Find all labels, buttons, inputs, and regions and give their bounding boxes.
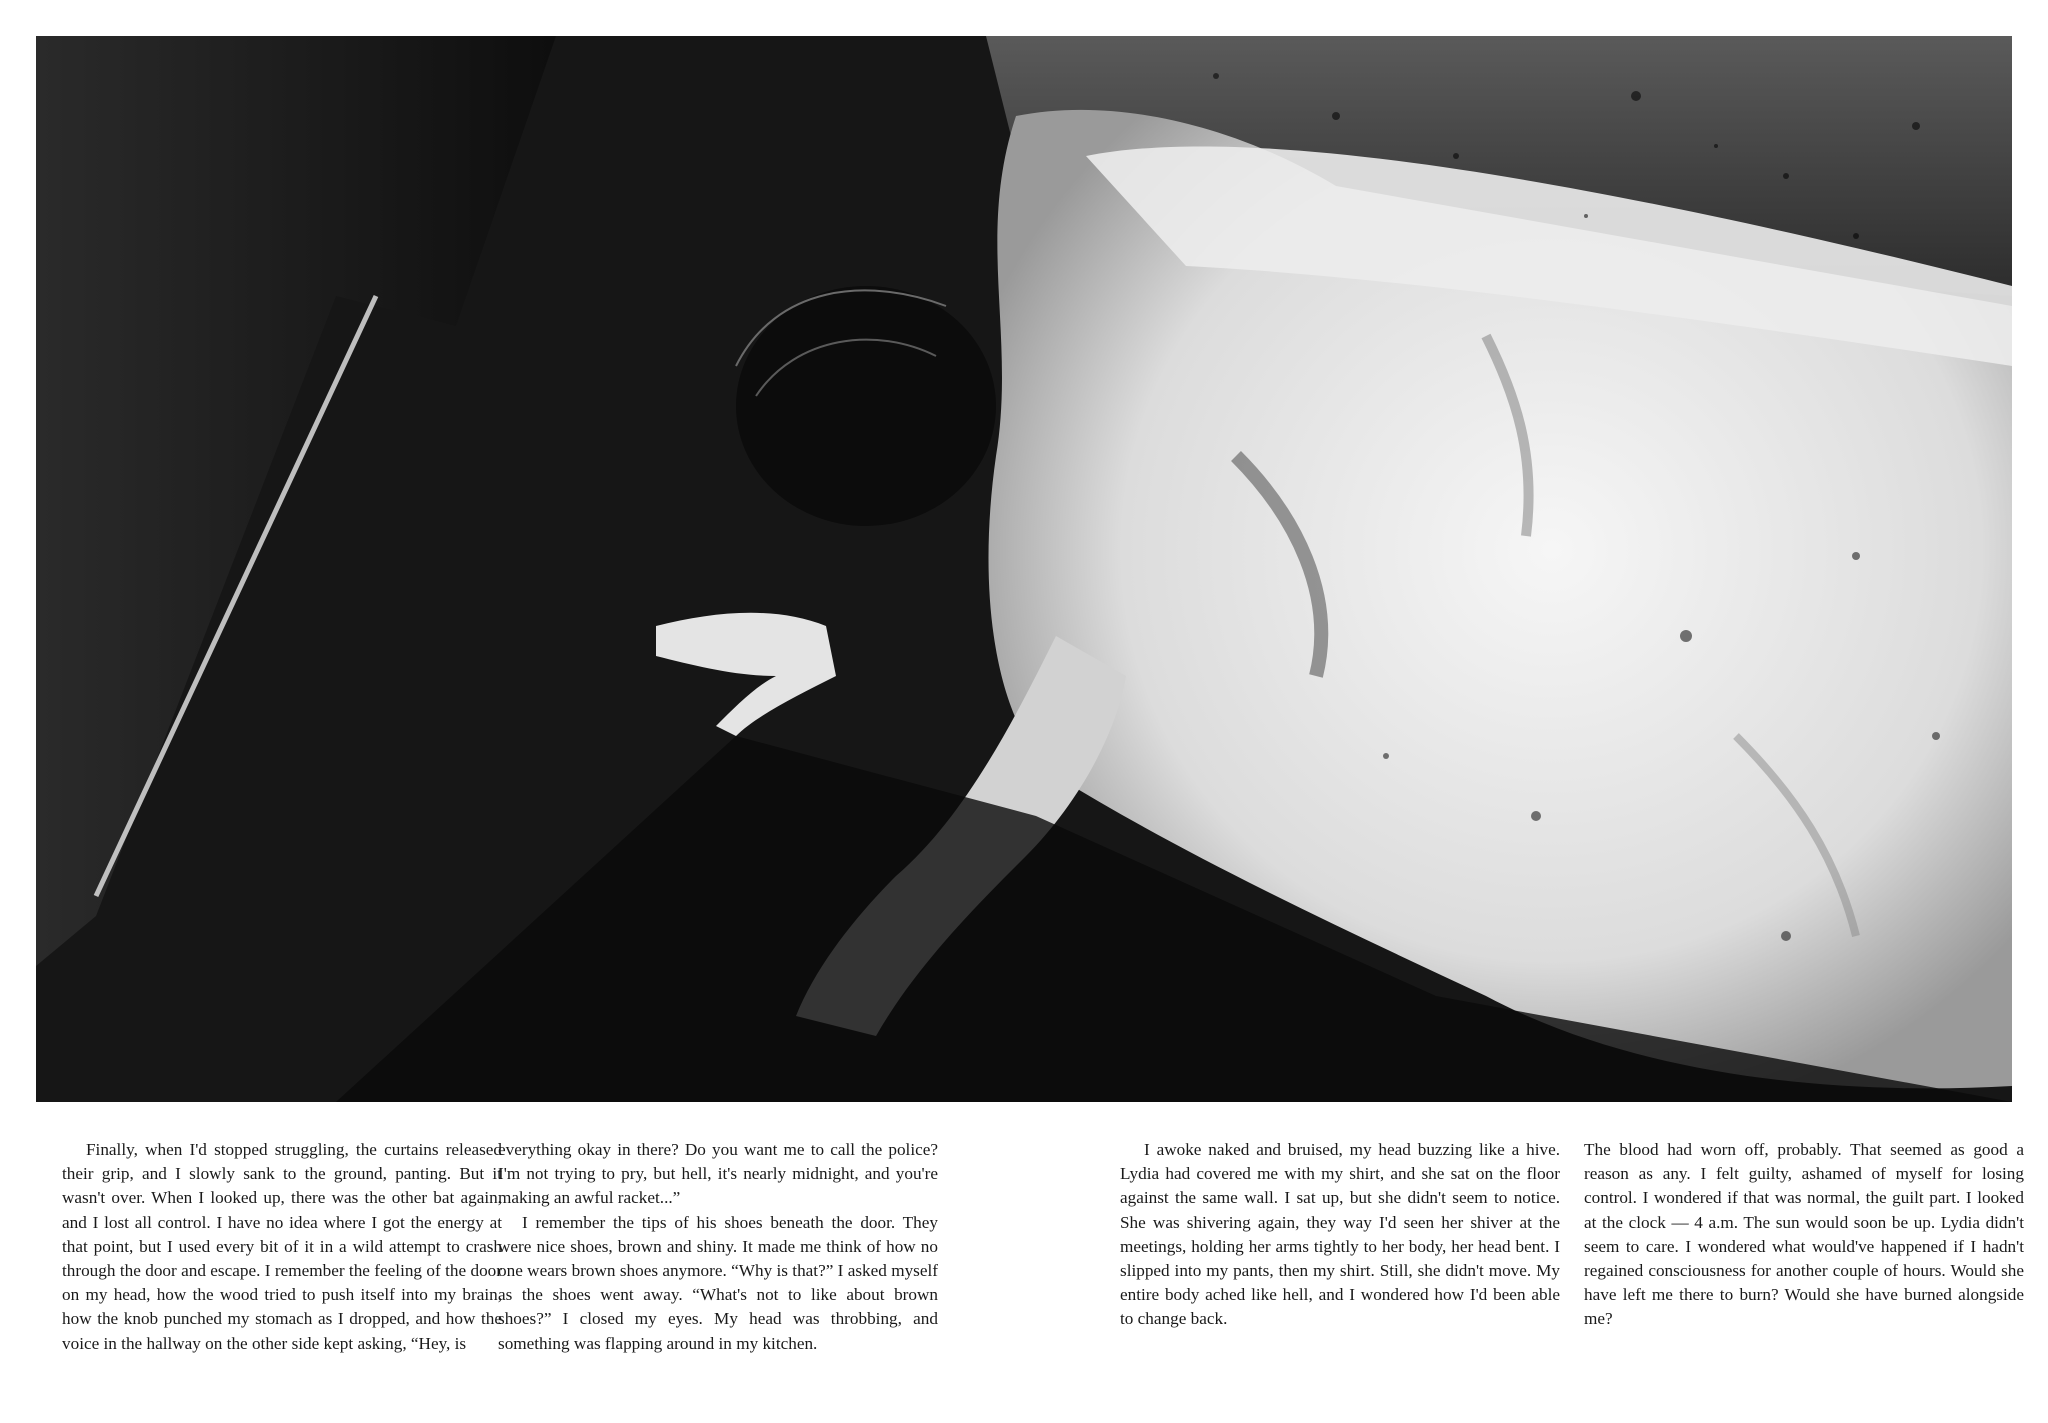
- text-column-2: [498, 1138, 938, 1356]
- paragraph: The blood had worn off, probably. That seemed as good a reason as any. I felt guilty, ashamed of myself for losing control. I wondered if that was normal, the guilt part. I looked at the clock — 4 a.m. The sun would soon be up. Lydia didn't seem to care. I wondered what would've happened if I hadn't regained consciousness for another couple of hours. Would she have left me there to burn? Would she have burned alongside me?: [1584, 1140, 2024, 1329]
- paragraph: I remember the tips of his shoes beneath the door. They were nice shoes, brown and shiny. It made me think of how no one wears brown shoes anymore. “Why is that?” I asked myself as the shoes went away. “What's not to like about brown shoes?” I closed my eyes. My head was throbbing, and something was flapping around in my kitchen.: [498, 1212, 938, 1353]
- ink-painting: [36, 36, 2012, 1102]
- text-column-3: [1120, 1138, 1560, 1332]
- figure-head: [736, 286, 996, 526]
- illustration: [36, 36, 2012, 1102]
- paragraph: Finally, when I'd stopped struggling, the curtains released their grip, and I slowly sank to the ground, panting. But it wasn't over. When I looked up, there was the other bat again, and I lost all control. I have no idea where I got the energy at that point, but I used every bit of it in a wild attempt to crash through the door and escape. I remember the feeling of the door on my head, how the wood tried to push itself into my brain, how the knob punched my stomach as I dropped, and how the voice in the hallway on the other side kept asking, “Hey, is: [62, 1140, 502, 1353]
- text-column-4: [1584, 1138, 2024, 1332]
- paragraph: I awoke naked and bruised, my head buzzing like a hive. Lydia had covered me with my shirt, and she sat on the floor against the same wall. I sat up, but she didn't seem to notice. She was shivering again, they way I'd seen her shiver at the meetings, holding her arms tightly to her body, her head bent. I slipped into my pants, then my shirt. Still, she didn't move. My entire body ached like hell, and I wondered how I'd been able to change back.: [1120, 1140, 1560, 1329]
- paragraph: everything okay in there? Do you want me to call the police? I'm not trying to pry, but hell, it's nearly midnight, and you're making an awful racket...”: [498, 1140, 938, 1208]
- text-column-1: [62, 1138, 502, 1356]
